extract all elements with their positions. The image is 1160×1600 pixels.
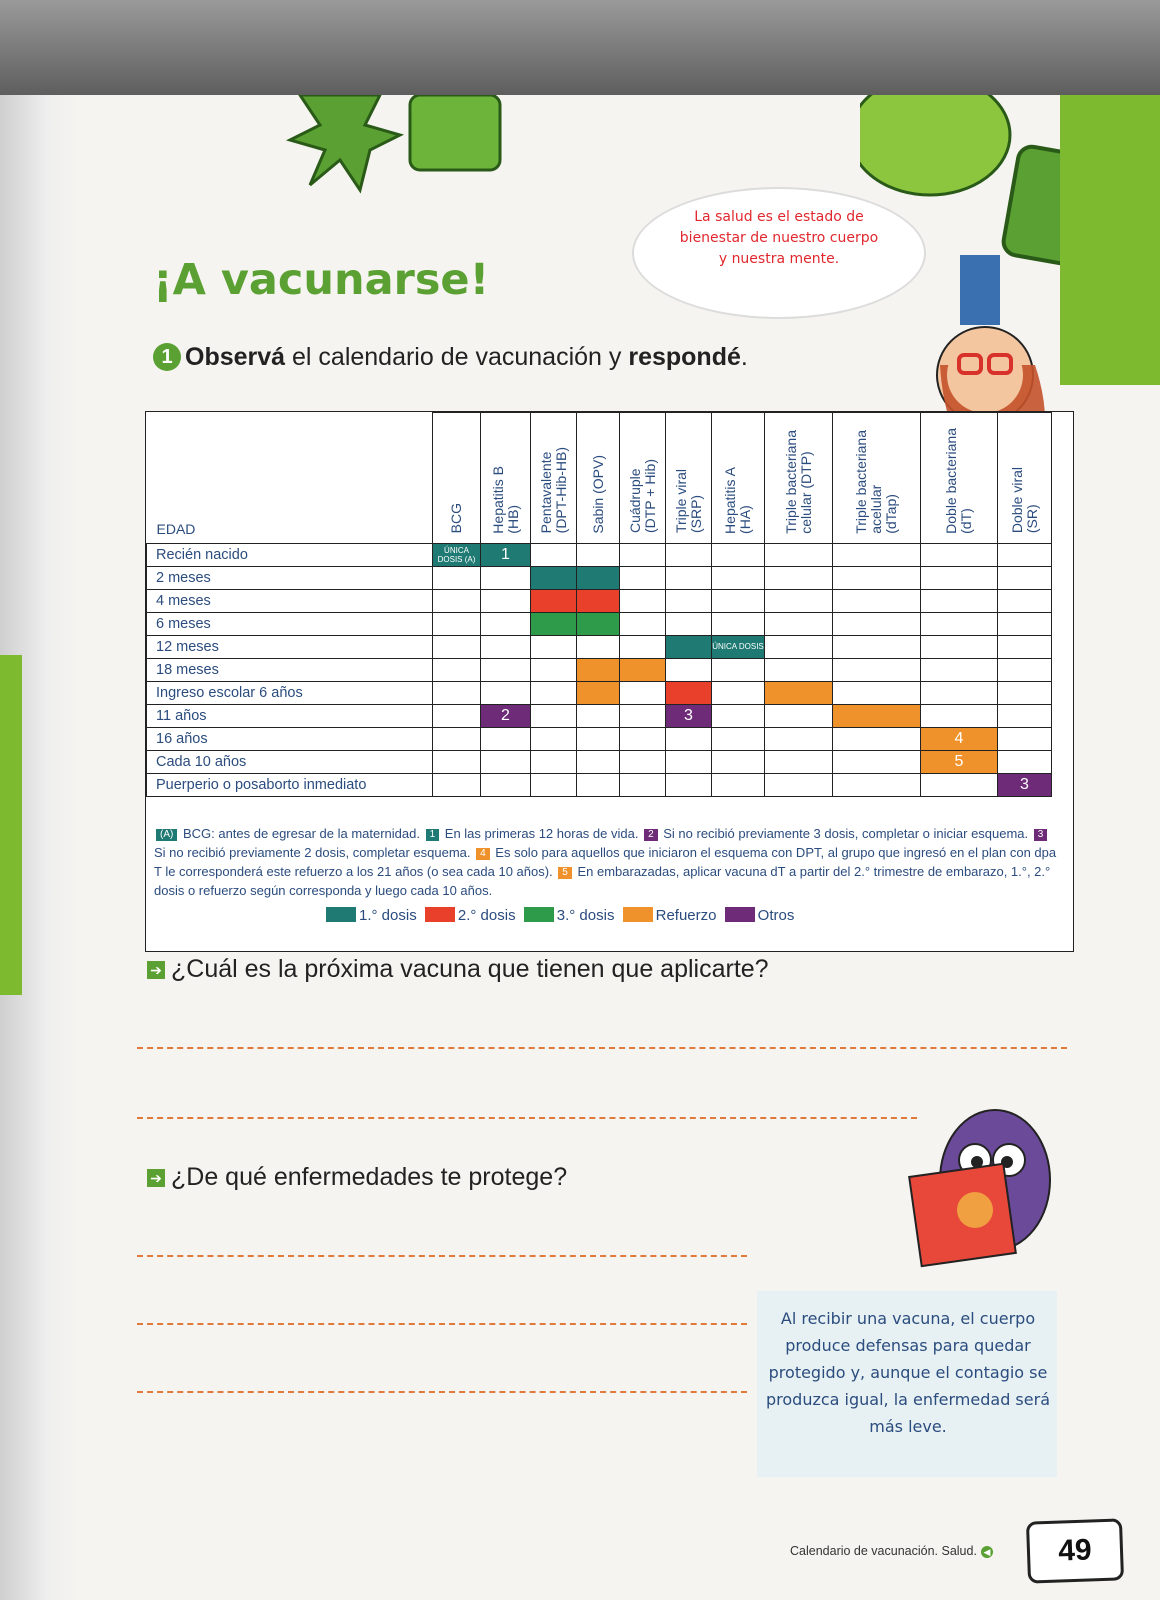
table-row	[147, 681, 1052, 704]
age-label: Puerperio o posaborto inmediato	[147, 773, 433, 796]
age-label: Ingreso escolar 6 años	[147, 681, 433, 704]
legend-swatch	[725, 907, 755, 922]
note-tag: 1	[426, 829, 440, 841]
table-row	[147, 612, 1052, 635]
legend-swatch	[524, 907, 554, 922]
dose-cell: ÚNICA DOSIS (A)	[433, 543, 481, 566]
info-note-text: Al recibir una vacuna, el cuerpo produce defensas para quedar protegido y, aunque el contagio se produzca igual, la enfermedad será más leve.	[765, 1309, 1050, 1436]
dose-cell	[833, 704, 921, 727]
legend-swatch	[425, 907, 455, 922]
note-tag: (A)	[156, 829, 177, 841]
dose-cell	[531, 589, 577, 612]
legend-label: 3.° dosis	[556, 907, 615, 924]
comic-burst-decoration	[280, 95, 540, 205]
table-row	[147, 750, 1052, 773]
dose-cell	[577, 658, 620, 681]
dose-cell	[577, 612, 620, 635]
edad-header: EDAD	[147, 413, 433, 544]
arrow-icon: ➔	[147, 961, 165, 979]
vaccination-table	[146, 412, 1052, 797]
instruction-text: .	[740, 343, 748, 371]
column-header: Doble bacteriana (dT)	[921, 413, 998, 544]
dose-cell: 3	[998, 773, 1052, 796]
column-header: Hepatitis B (HB)	[481, 413, 531, 544]
vaccination-calendar	[145, 411, 1074, 952]
dose-cell	[666, 635, 712, 658]
table-header-row	[147, 413, 1052, 544]
dose-cell	[531, 566, 577, 589]
table-row	[147, 566, 1052, 589]
note-text: En las primeras 12 horas de vida.	[441, 826, 639, 841]
column-header: Triple bacteriana acelular (dTap)	[833, 413, 921, 544]
column-header: Pentavalente (DPT-Hib-HB)	[531, 413, 577, 544]
answer-line[interactable]	[137, 1047, 1067, 1049]
dose-cell: 3	[666, 704, 712, 727]
table-row	[147, 543, 1052, 566]
scan-background	[0, 0, 1160, 95]
question-1	[147, 955, 769, 984]
dose-cell	[620, 658, 666, 681]
column-header: Triple viral (SRP)	[666, 413, 712, 544]
footer-text: Calendario de vacunación. Salud.	[790, 1544, 977, 1558]
dose-cell	[666, 681, 712, 704]
activity-instruction	[153, 343, 748, 372]
legend-label: 2.° dosis	[457, 907, 516, 924]
age-label: Recién nacido	[147, 543, 433, 566]
owl-reading-illustration	[905, 1095, 1055, 1295]
speech-line: bienestar de nuestro cuerpo	[679, 230, 879, 246]
age-label: 12 meses	[147, 635, 433, 658]
instruction-text: el calendario de vacunación y	[285, 343, 629, 371]
instruction-verb: Observá	[185, 343, 286, 371]
page-footer	[790, 1544, 993, 1558]
answer-line[interactable]	[137, 1323, 747, 1325]
question-text: ¿Cuál es la próxima vacuna que tienen que aplicarte?	[171, 955, 769, 983]
color-legend	[326, 907, 798, 924]
note-text: BCG: antes de egresar de la maternidad.	[179, 826, 420, 841]
note-text: Es solo para aquellos que iniciaron el esquema con DPT, al grupo que ingresó en el plan con dpa T le corresponderá este refuerzo a los 21 años (o sea cada 10 años).	[154, 845, 1057, 879]
left-page-edge	[0, 655, 22, 995]
column-header: BCG	[433, 413, 481, 544]
table-row	[147, 704, 1052, 727]
answer-line[interactable]	[137, 1391, 747, 1393]
age-label: Cada 10 años	[147, 750, 433, 773]
note-tag: 4	[476, 848, 490, 860]
age-label: 16 años	[147, 727, 433, 750]
speech-bubble	[632, 187, 926, 319]
table-row	[147, 589, 1052, 612]
dose-cell	[577, 681, 620, 704]
answer-line[interactable]	[137, 1117, 917, 1119]
column-header: Triple bacteriana celular (DTP)	[765, 413, 833, 544]
note-tag: 3	[1034, 829, 1048, 841]
question-2	[147, 1163, 567, 1192]
dose-cell: 1	[481, 543, 531, 566]
dose-cell: 5	[921, 750, 998, 773]
question-text: ¿De qué enfermedades te protege?	[171, 1163, 568, 1191]
dose-cell: ÚNICA DOSIS	[712, 635, 765, 658]
age-label: 6 meses	[147, 612, 433, 635]
instruction-verb: respondé	[628, 343, 741, 371]
table-row	[147, 727, 1052, 750]
note-text: En embarazadas, aplicar vacuna dT a partir del 2.° trimestre de embarazo, 1.°, 2.° dosis o refuerzo según corresponda y luego cada 10 años.	[154, 864, 1051, 898]
column-header: Doble viral (SR)	[998, 413, 1052, 544]
column-header: Sabin (OPV)	[577, 413, 620, 544]
note-text: Si no recibió previamente 2 dosis, completar esquema.	[154, 845, 471, 860]
note-tag: 5	[558, 867, 572, 879]
dose-cell: 4	[921, 727, 998, 750]
column-header: Hepatitis A (HA)	[712, 413, 765, 544]
activity-number: 1	[153, 343, 181, 371]
answer-line[interactable]	[137, 1255, 747, 1257]
speech-line: La salud es el estado de	[694, 209, 864, 225]
legend-label: Otros	[757, 907, 795, 924]
arrow-left-icon: ◀	[981, 1546, 993, 1558]
legend-swatch	[623, 907, 653, 922]
column-header: Cuádruple (DTP + Hib)	[620, 413, 666, 544]
legend-swatch	[326, 907, 356, 922]
arrow-icon: ➔	[147, 1169, 165, 1187]
age-label: 11 años	[147, 704, 433, 727]
table-row	[147, 635, 1052, 658]
note-text: Si no recibió previamente 3 dosis, completar o iniciar esquema.	[659, 826, 1029, 841]
table-footnotes	[154, 824, 1059, 900]
speech-line: y nuestra mente.	[718, 251, 840, 267]
legend-label: Refuerzo	[655, 907, 717, 924]
age-label: 18 meses	[147, 658, 433, 681]
page-title: ¡A vacunarse!	[153, 255, 490, 305]
age-label: 2 meses	[147, 566, 433, 589]
legend-label: 1.° dosis	[359, 907, 417, 924]
dose-cell: 2	[481, 704, 531, 727]
book-page	[0, 95, 1160, 1600]
dose-cell	[531, 612, 577, 635]
dose-cell	[577, 566, 620, 589]
table-row	[147, 773, 1052, 796]
note-tag: 2	[644, 829, 658, 841]
page-number: 49	[1026, 1518, 1124, 1583]
age-label: 4 meses	[147, 589, 433, 612]
dose-cell	[765, 681, 833, 704]
dose-cell	[577, 589, 620, 612]
table-row	[147, 658, 1052, 681]
